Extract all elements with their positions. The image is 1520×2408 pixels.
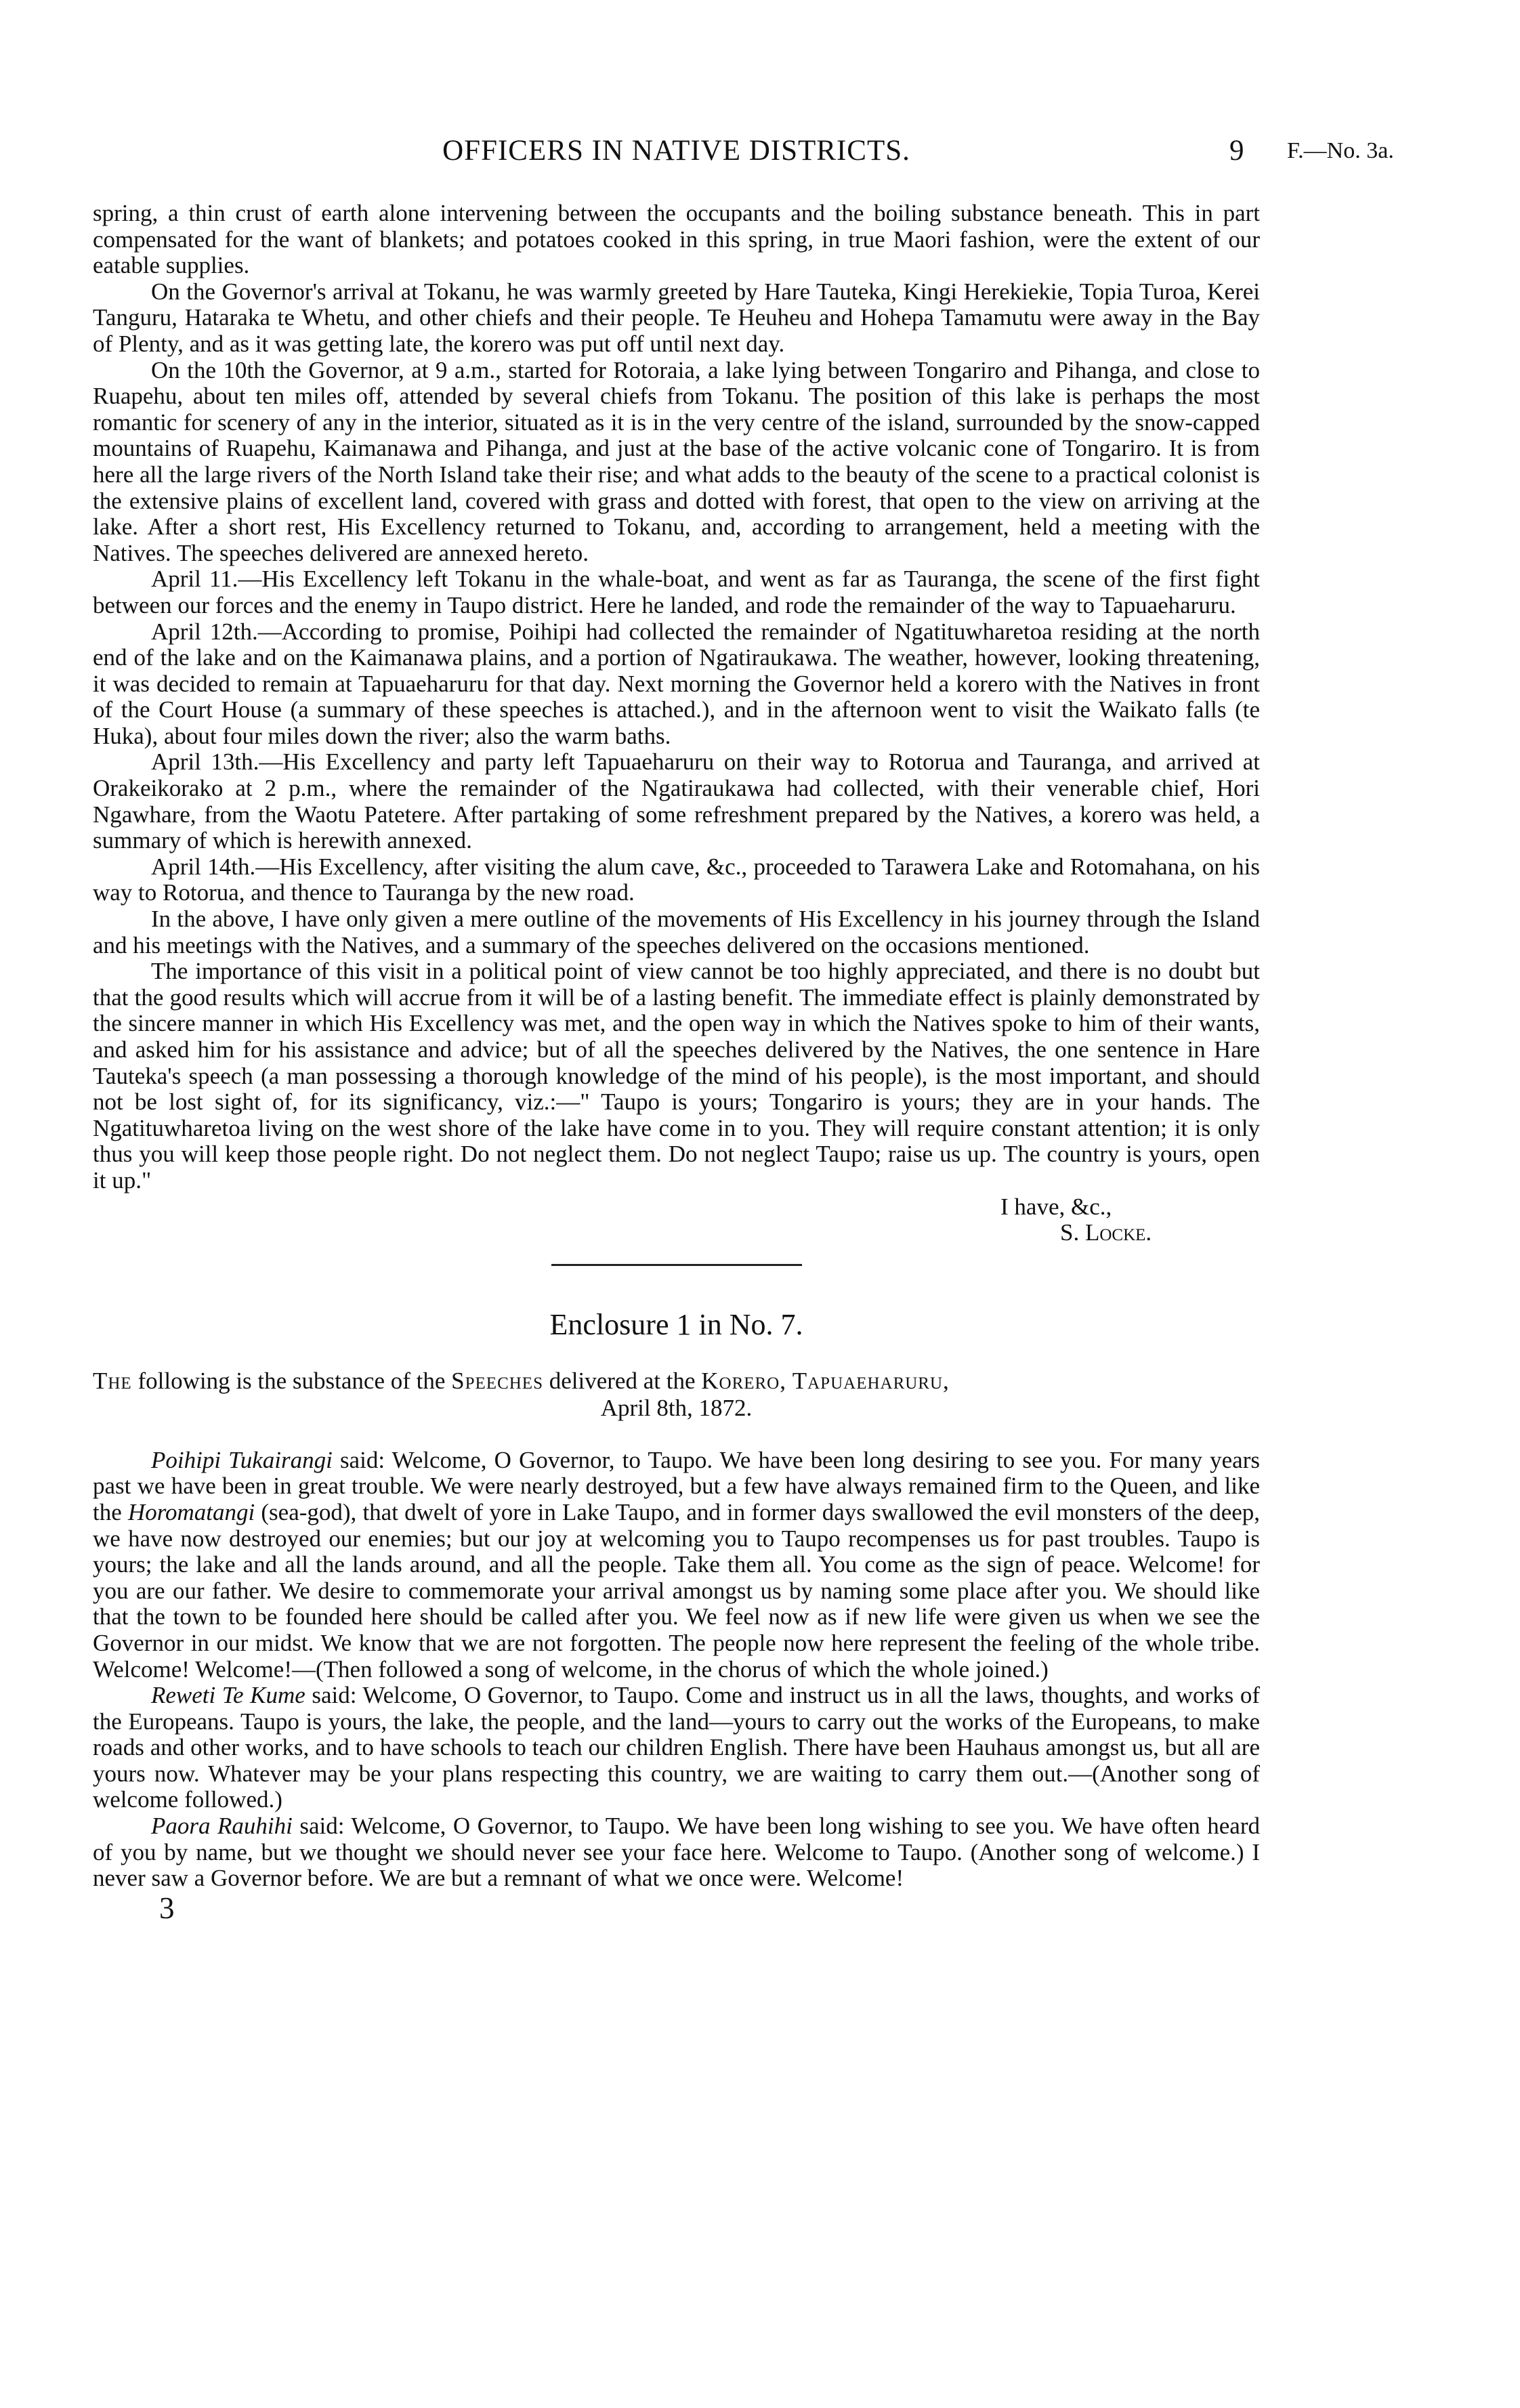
intro-text: delivered at the [549, 1367, 696, 1394]
page-title: OFFICERS IN NATIVE DISTRICTS. [442, 135, 910, 167]
letter-paragraph: spring, a thin crust of earth alone intervening between the occupants and the boiling substance beneath. This in part compensated for the want of blankets; and potatoes cooked in this spring, in true Maori fashion, were the extent of our eatable supplies. [93, 200, 1260, 279]
running-header [93, 129, 1394, 183]
speech-text: said: Welcome, O Governor, to Taupo. We have been long wishing to see you. We have often heard of you by name, but we thought we should never see your face here. Welcome to Taupo. (Another song of welcome.) I never saw a Governor before. We are but a remnant of what we once were. Welcome! [93, 1813, 1260, 1892]
intro-text: following is the substance of the [138, 1367, 446, 1394]
enclosure-heading: Enclosure 1 in No. 7. [549, 1307, 803, 1341]
intro-korero: Korero, [701, 1367, 786, 1394]
intro-the: The [93, 1367, 132, 1394]
intro-date: April 8th, 1872. [600, 1394, 753, 1421]
sheet-signature-mark: 3 [159, 1891, 175, 1925]
letter-paragraph: On the 10th the Governor, at 9 a.m., started for Rotoraia, a lake lying between Tongariro and Pihanga, and close to Ruapehu, about ten miles off, attended by several chiefs from Tokanu. The position of this lake is perhaps the most romantic for scenery of any in the interior, situated as it is in the very centre of the island, surrounded by the snow-capped mountains of Ruapehu, Kaimanawa and Pihanga, and just at the base of the active volcanic cone of Tongariro. It is from here all the large rivers of the North Island take their rise; and what adds to the beauty of the scene to a practical colonist is the extensive plains of excellent land, covered with grass and dotted with forest, that open to the view on arriving at the lake. After a short rest, His Excellency returned to Tokanu, and, according to arrangement, held a meeting with the Natives. The speeches delivered are annexed hereto. [93, 356, 1260, 566]
intro-speeches: Speeches [451, 1367, 543, 1394]
signature: S. Locke. [1060, 1219, 1152, 1246]
enclosure-intro [93, 1368, 1260, 1395]
speech-paragraph [93, 1813, 1260, 1892]
document-reference: F.—No. 3a. [1287, 138, 1394, 163]
letter-body [93, 200, 1260, 1194]
intro-place: Tapuaeharuru, [792, 1367, 950, 1394]
speech-text: (sea-god), that dwelt of yore in Lake Taupo, and in former days swallowed the evil monsters of the deep, we have now destroyed our enemies; but our joy at welcoming you to Taupo recompenses us for past troubles. Taupo is yours; the lake and all the lands around, and all the people. Take them all. You come as the sign of peace. Welcome! for you are our father. We desire to commemorate your arrival amongst us by naming some place after you. We should like that the town to be founded here should be called after you. We feel now as if new life were given us when we see the Governor in our midst. We know that we are not forgotten. The people now here represent the feeling of the whole tribe. Welcome! Welcome!—(Then followed a song of welcome, in the chorus of which the whole joined.) [93, 1498, 1261, 1683]
letter-paragraph: April 13th.—His Excellency and party left Tapuaeharuru on their way to Rotorua and Tauranga, and arrived at Orakeikorako at 2 p.m., where the remainder of the Ngatiraukawa had collected, with their venerable chief, Hori Ngawhare, from the Waotu Patetere. After partaking of some refreshment prepared by the Natives, a korero was held, a summary of which is herewith annexed. [93, 748, 1260, 854]
letter-paragraph: April 12th.—According to promise, Poihipi had collected the remainder of Ngatituwharetoa residing at the north end of the lake and on the Kaimanawa plains, and a portion of Ngatiraukawa. The weather, however, looking threatening, it was decided to remain at Tapuaeharuru for that day. Next morning the Governor held a korero with the Natives in front of the Court House (a summary of these speeches is attached.), and in the afternoon went to visit the Waikato falls (te Huka), about four miles down the river; also the warm baths. [93, 618, 1260, 749]
section-divider [551, 1264, 802, 1266]
page-number: 9 [1229, 135, 1244, 167]
letter-paragraph: April 14th.—His Excellency, after visiting the alum cave, &c., proceeded to Tarawera Lake and Rotomahana, on his way to Rotorua, and thence to Tauranga by the new road. [93, 853, 1260, 906]
letter-paragraph: The importance of this visit in a political point of view cannot be too highly appreciated, and there is no doubt but that the good results which will accrue from it will be of a lasting benefit. The immediate effect is plainly demonstrated by the sincere manner in which His Excellency was met, and the open way in which the Natives spoke to him of their wants, and asked him for his assistance and advice; but of all the speeches delivered by the Natives, the one sentence in Hare Tauteka's speech (a man possessing a thorough knowledge of the mind of his people), is the most important, and should not be lost sight of, for its significancy, viz.:—" Taupo is yours; Tongariro is yours; they are in your hands. The Ngatituwharetoa living on the west shore of the lake have come in to you. They will require constant attention; it is only thus you will keep those people right. Do not neglect them. Do not neglect Taupo; raise us up. The country is yours, open it up." [93, 958, 1260, 1194]
closing-line: I have, &c., [1000, 1193, 1112, 1220]
letter-paragraph: In the above, I have only given a mere outline of the movements of His Excellency in his journey through the Island and his meetings with the Natives, and a summary of the speeches delivered on the occasions mentioned. [93, 906, 1260, 958]
letter-signoff [93, 1194, 1260, 1246]
speech-text: said: Welcome, O Governor, to Taupo. Come and instruct us in all the laws, thoughts, and works of the Europeans. Taupo is yours, the lake, the people, and the land—yours to carry out the works of the Europeans, to make roads and other works, and to have schools to teach our children English. There have been Hauhaus amongst us, but all are yours now. Whatever may be your plans respecting this country, we are waiting to carry them out.—(Another song of welcome followed.) [93, 1682, 1260, 1813]
italic-term: Horomatangi [127, 1498, 255, 1525]
speech-paragraph [93, 1448, 1260, 1683]
speaker-name: Poihipi Tukairangi [151, 1446, 333, 1473]
speech-text: said: Welcome, O Governor, to Taupo. We have been long desiring to see you. For many years past we have been in great trouble. We were nearly destroyed, but a few have always remained firm to the Queen, and like the [93, 1446, 1260, 1525]
speeches [93, 1448, 1260, 1892]
speaker-name: Reweti Te Kume [151, 1682, 305, 1709]
letter-paragraph: On the Governor's arrival at Tokanu, he was warmly greeted by Hare Tauteka, Kingi Herekiekie, Topia Turoa, Kerei Tanguru, Hataraka te Whetu, and other chiefs and their people. Te Heuheu and Hohepa Tamamutu were away in the Bay of Plenty, and as it was getting late, the korero was put off until next day. [93, 278, 1260, 357]
letter-paragraph: April 11.—His Excellency left Tokanu in the whale-boat, and went as far as Tauranga, the scene of the first fight between our forces and the enemy in Taupo district. Here he landed, and rode the remainder of the way to Tapuaeharuru. [93, 566, 1260, 618]
speaker-name: Paora Rauhihi [151, 1813, 293, 1840]
document-page [93, 129, 1394, 1925]
speech-paragraph [93, 1683, 1260, 1813]
